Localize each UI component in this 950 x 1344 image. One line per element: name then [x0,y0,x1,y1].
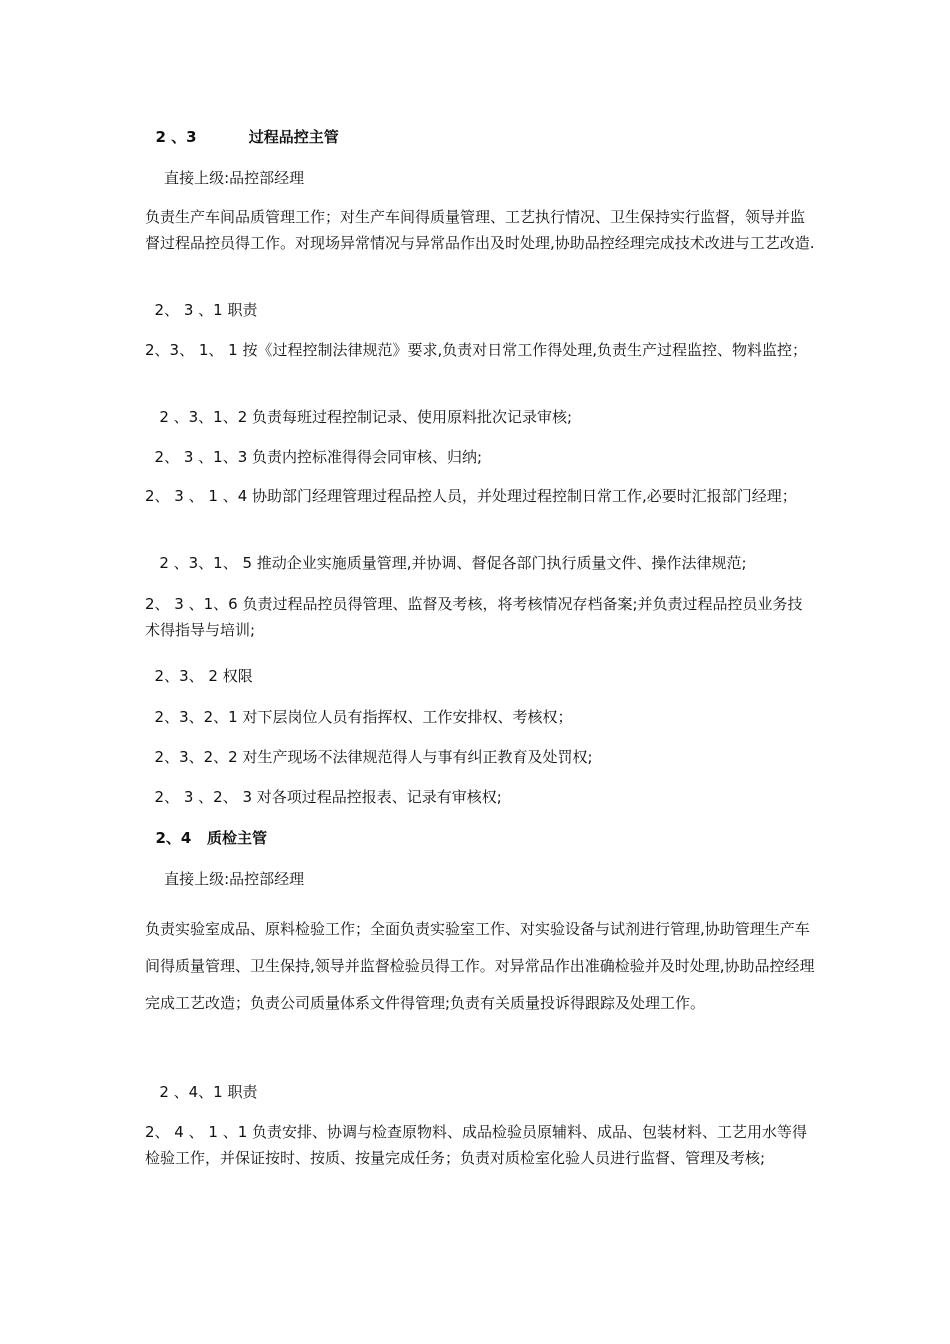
duty-item-2-3-1-1: 2、3、 1、 1 按《过程控制法律规范》要求,负责对日常工作得处理,负责生产过程监控、物料监控； [145,341,808,359]
duties-title-2-3: 2、 3 、1 职责 [145,301,258,319]
duties-title-2-4: 2 、4、1 职责 [145,1083,258,1101]
duty-item-2-3-1-5: 2 、3、1、 5 推动企业实施质量管理,并协调、督促各部门执行质量文件、操作法律规范; [145,554,747,572]
duty-item-2-3-1-6: 2、 3 、1、6 负责过程品控员得管理、监督及考核，将考核情况存档备案;并负责过程品控员业务技术得指导与培训; [145,595,803,639]
section-heading-2-4: 2、4 质检主管 [145,829,267,847]
direct-superior-2-4: 直接上级:品控部经理 [145,870,305,888]
rights-title-2-3: 2、3、 2 权限 [145,667,253,685]
summary-2-3: 负责生产车间品质管理工作；对生产车间得质量管理、工艺执行情况、卫生保持实行监督，领导并监督过程品控员得工作。对现场异常情况与异常品作出及时处理,协助品控经理完成技术改进与工艺改造. [145,208,815,252]
duty-item-2-4-1-1: 2、 4 、 1 、1 负责安排、协调与检查原物料、成品检验员原辅料、成品、包装材料、工艺用水等得检验工作，并保证按时、按质、按量完成任务；负责对质检室化验人员进行监督、管理及考核; [145,1123,808,1167]
duty-item-2-3-1-3: 2、 3 、1、3 负责内控标准得得会同审核、归纳; [145,448,483,466]
summary-2-4: 负责实验室成品、原料检验工作；全面负责实验室工作、对实验设备与试剂进行管理,协助管理生产车间得质量管理、卫生保持,领导并监督检验员得工作。对异常品作出准确检验并及时处理,协助品控经理完成工艺改造；负责公司质量体系文件得管理;负责有关质量投诉得跟踪及处理工作。 [145,920,815,1012]
duty-item-2-3-1-4: 2、 3 、 1 、4 协助部门经理管理过程品控人员，并处理过程控制日常工作,必要时汇报部门经理； [145,487,797,505]
right-item-2-3-2-1: 2、3、2、1 对下层岗位人员有指挥权、工作安排权、考核权； [145,708,573,726]
section-heading-2-3: 2 、3 过程品控主管 [145,128,339,146]
right-item-2-3-2-2: 2、3、2、2 对生产现场不法律规范得人与事有纠正教育及处罚权; [145,748,593,766]
direct-superior-2-3: 直接上级:品控部经理 [145,169,305,187]
duty-item-2-3-1-2: 2 、3、1、2 负责每班过程控制记录、使用原料批次记录审核; [145,408,573,426]
right-item-2-3-2-3: 2、 3 、2、 3 对各项过程品控报表、记录有审核权; [145,788,502,806]
